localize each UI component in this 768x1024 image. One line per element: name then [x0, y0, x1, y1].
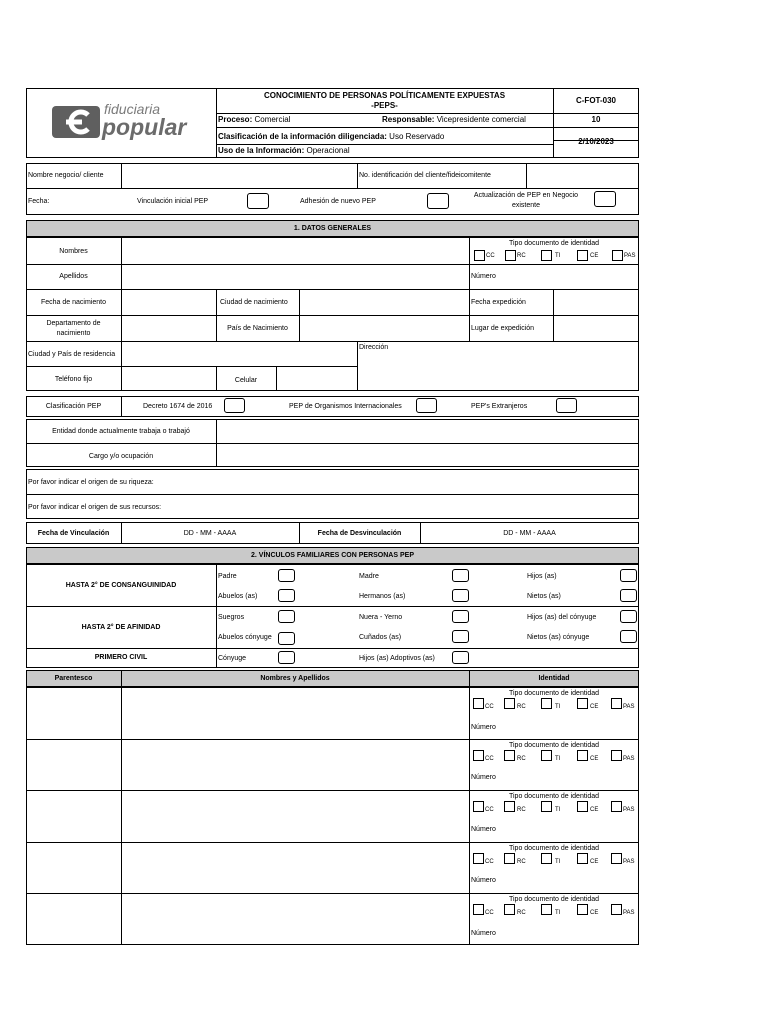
doc-rc-checkbox[interactable] [504, 698, 515, 709]
nietos-checkbox[interactable] [620, 589, 637, 602]
doc-rc-label: RC [517, 756, 526, 762]
hermanos-checkbox[interactable] [452, 589, 469, 602]
lugar-expedicion-label: Lugar de expedición [471, 325, 535, 332]
actualizacion-label-2: existente [511, 202, 541, 209]
doc-cc-checkbox[interactable] [473, 904, 484, 915]
doc-rc-label: RC [517, 704, 526, 710]
primero-civil-label: PRIMERO CIVIL [94, 654, 148, 661]
doc-ce-checkbox[interactable] [577, 698, 588, 709]
doc-pas-checkbox[interactable] [611, 750, 622, 761]
parentesco-header: Parentesco [54, 675, 93, 682]
hijos-label: Hijos (as) [527, 573, 557, 580]
direccion-label: Dirección [359, 344, 389, 351]
doc-ce-label: CE [590, 807, 599, 813]
entidad-label: Entidad donde actualmente trabaja o trabajó [52, 428, 190, 435]
numero-label: Número [471, 826, 496, 833]
section1-header: 1. DATOS GENERALES [26, 220, 639, 237]
abuelos-conyuge-checkbox[interactable] [278, 632, 295, 645]
doc-ce-label: CE [590, 253, 599, 259]
vinculacion-label: Vinculación inicial PEP [137, 198, 209, 205]
doc-ti-checkbox[interactable] [541, 904, 552, 915]
padre-checkbox[interactable] [278, 569, 295, 582]
madre-label: Madre [359, 573, 379, 580]
doc-ce-label: CE [590, 859, 599, 865]
nuera-yerno-label: Nuera - Yerno [359, 614, 403, 621]
doc-rc-label: RC [517, 807, 526, 813]
doc-cc-label: CC [486, 253, 495, 259]
table-row [26, 842, 639, 893]
apellidos-label: Apellidos [59, 273, 88, 280]
nombres-label: Nombres [59, 248, 88, 255]
doc-pas-checkbox[interactable] [611, 801, 622, 812]
doc-pas-label: PAS [623, 756, 635, 762]
doc-pas-label: PAS [623, 807, 635, 813]
numero-label: Número [471, 930, 496, 937]
origen-recursos-label: Por favor indicar el origen de sus recursos: [28, 504, 162, 511]
doc-rc-label: RC [517, 253, 526, 259]
doc-rc-checkbox[interactable] [504, 853, 515, 864]
doc-pas-checkbox[interactable] [611, 698, 622, 709]
ciudad-residencia-label: Ciudad y País de residencia [28, 351, 116, 358]
conyuge-label: Cónyuge [218, 655, 247, 662]
afinidad-label: HASTA 2° DE AFINIDAD [81, 624, 161, 631]
vinculacion-checkbox[interactable] [247, 193, 269, 209]
doc-rc-checkbox[interactable] [504, 801, 515, 812]
fecha-vinculacion-input[interactable]: DD - MM - AAAA [183, 530, 237, 537]
logo-text-line2: popular [102, 114, 187, 140]
tipo-doc-label: Tipo documento de identidad [508, 690, 600, 697]
doc-pas-label: PAS [623, 859, 635, 865]
celular-label: Celular [234, 377, 258, 384]
doc-cc-checkbox[interactable] [474, 250, 485, 261]
doc-pas-label: PAS [623, 704, 635, 710]
numero-label: Número [471, 774, 496, 781]
doc-ce-checkbox[interactable] [577, 904, 588, 915]
doc-cc-checkbox[interactable] [473, 801, 484, 812]
doc-rc-checkbox[interactable] [504, 750, 515, 761]
abuelos-label: Abuelos (as) [218, 593, 258, 600]
pep-extranjeros-checkbox[interactable] [556, 398, 577, 413]
doc-pas-label: PAS [624, 253, 636, 259]
table-row [26, 790, 639, 842]
logo-text-line1: fiduciaria [104, 101, 161, 117]
consanguinidad-label: HASTA 2° DE CONSANGUINIDAD [65, 582, 177, 589]
form-code: C-FOT-030 [575, 96, 616, 105]
company-logo [46, 100, 211, 144]
doc-rc-checkbox[interactable] [505, 250, 516, 261]
nombre-negocio-label: Nombre negocio/ cliente [28, 172, 104, 179]
doc-cc-checkbox[interactable] [473, 750, 484, 761]
nuera-yerno-checkbox[interactable] [452, 610, 469, 623]
no-identificacion-label: No. identificación del cliente/fideicomitente [359, 172, 491, 179]
doc-pas-checkbox[interactable] [611, 853, 622, 864]
pais-nacimiento-label: País de Nacimiento [227, 325, 288, 332]
doc-rc-label: RC [517, 910, 526, 916]
doc-ce-checkbox[interactable] [577, 250, 588, 261]
hijos-adoptivos-checkbox[interactable] [452, 651, 469, 664]
fecha-nacimiento-label: Fecha de nacimiento [41, 299, 106, 306]
tipo-doc-label: Tipo documento de identidad [508, 240, 600, 247]
doc-pas-label: PAS [623, 910, 635, 916]
actualizacion-checkbox[interactable] [594, 191, 616, 207]
doc-ti-checkbox[interactable] [541, 801, 552, 812]
clasificacion-pep-label: Clasificación PEP [45, 403, 102, 410]
doc-rc-checkbox[interactable] [504, 904, 515, 915]
fecha-expedicion-label: Fecha expedición [471, 299, 526, 306]
numero-label: Número [471, 273, 496, 280]
padre-label: Padre [218, 573, 237, 580]
identidad-header: Identidad [538, 675, 570, 682]
telefono-label: Teléfono fijo [54, 376, 93, 383]
tipo-doc-label: Tipo documento de identidad [508, 896, 600, 903]
doc-ti-label: TI [555, 756, 561, 762]
doc-ti-checkbox[interactable] [541, 250, 552, 261]
doc-cc-label: CC [485, 756, 494, 762]
cunados-checkbox[interactable] [452, 630, 469, 643]
hijos-checkbox[interactable] [620, 569, 637, 582]
fecha-label: Fecha: [28, 198, 50, 205]
cunados-label: Cuñados (as) [359, 634, 402, 641]
origen-riqueza-label: Por favor indicar el origen de su riqueza: [28, 479, 154, 486]
nombre-negocio-input[interactable] [123, 165, 355, 186]
form-version: 10 [591, 115, 601, 124]
pep-organismos-checkbox[interactable] [416, 398, 437, 413]
tipo-doc-label: Tipo documento de identidad [508, 742, 600, 749]
suegros-label: Suegros [218, 614, 245, 621]
nietos-conyuge-label: Nietos (as) cónyuge [527, 634, 590, 641]
form-title: CONOCIMIENTO DE PERSONAS POLÍTICAMENTE EXPUESTAS [263, 91, 506, 100]
fecha-desvinculacion-input[interactable]: DD - MM - AAAA [503, 530, 556, 537]
table-row [26, 739, 639, 790]
logo-mark-icon [52, 106, 100, 138]
fecha-desvinculacion-label: Fecha de Desvinculación [317, 530, 402, 537]
doc-cc-label: CC [485, 910, 494, 916]
uso-row: Uso de la Información: Operacional [218, 146, 350, 155]
doc-ti-label: TI [555, 910, 561, 916]
ciudad-nacimiento-label: Ciudad de nacimiento [220, 299, 288, 306]
suegros-checkbox[interactable] [278, 610, 295, 623]
hermanos-label: Hermanos (as) [359, 593, 406, 600]
doc-cc-label: CC [485, 859, 494, 865]
entidad-input[interactable] [218, 421, 637, 441]
doc-ti-label: TI [555, 807, 561, 813]
pep-extranjeros-label: PEP's Extranjeros [471, 403, 528, 410]
conyuge-checkbox[interactable] [278, 651, 295, 664]
table-row [26, 687, 639, 739]
doc-ti-label: TI [555, 253, 561, 259]
doc-cc-checkbox[interactable] [473, 698, 484, 709]
doc-ti-checkbox[interactable] [541, 750, 552, 761]
pep-organismos-label: PEP de Organismos Internacionales [289, 403, 402, 410]
clasificacion-row: Clasificación de la información diligenciada: Uso Reservado [218, 132, 445, 141]
doc-ce-checkbox[interactable] [577, 853, 588, 864]
no-identificacion-input[interactable] [528, 165, 637, 186]
fecha-vinculacion-label: Fecha de Vinculación [37, 530, 110, 537]
doc-pas-checkbox[interactable] [612, 250, 623, 261]
madre-checkbox[interactable] [452, 569, 469, 582]
doc-cc-label: CC [485, 704, 494, 710]
numero-label: Número [471, 877, 496, 884]
nietos-conyuge-checkbox[interactable] [620, 630, 637, 643]
departamento-label-1: Departamento de [46, 320, 101, 327]
adhesion-label: Adhesión de nuevo PEP [300, 198, 376, 205]
proceso-row: Proceso: Comercial [218, 115, 291, 124]
abuelos-conyuge-label: Abuelos cónyuge [218, 634, 272, 641]
hijos-conyuge-checkbox[interactable] [620, 610, 637, 623]
tipo-doc-label: Tipo documento de identidad [508, 793, 600, 800]
adhesion-checkbox[interactable] [427, 193, 449, 209]
actualizacion-label-1: Actualización de PEP en Negocio [473, 192, 579, 199]
responsable-row: Responsable: Vicepresidente comercial [382, 115, 526, 124]
doc-ti-checkbox[interactable] [541, 853, 552, 864]
hijos-adoptivos-label: Hijos (as) Adoptivos (as) [359, 655, 435, 662]
doc-rc-label: RC [517, 859, 526, 865]
doc-ce-checkbox[interactable] [577, 801, 588, 812]
form-date: 2/10/2023 [578, 137, 614, 146]
hijos-conyuge-label: Hijos (as) del cónyuge [527, 614, 597, 621]
decreto-label: Decreto 1674 de 2016 [143, 403, 213, 410]
doc-ce-checkbox[interactable] [577, 750, 588, 761]
nombres-input[interactable] [123, 239, 467, 262]
cargo-label: Cargo y/o ocupación [88, 453, 154, 460]
apellidos-input[interactable] [123, 266, 467, 287]
doc-ce-label: CE [590, 910, 599, 916]
decreto-checkbox[interactable] [224, 398, 245, 413]
numero-label: Número [471, 724, 496, 731]
form-title-sub: -PEPS- [371, 101, 398, 110]
doc-ce-label: CE [590, 704, 599, 710]
doc-cc-label: CC [485, 807, 494, 813]
doc-ti-label: TI [555, 704, 561, 710]
departamento-label-2: nacimiento [56, 330, 91, 337]
tipo-doc-label: Tipo documento de identidad [508, 845, 600, 852]
doc-ti-checkbox[interactable] [541, 698, 552, 709]
section2-header: 2. VÍNCULOS FAMILIARES CON PERSONAS PEP [26, 547, 639, 564]
doc-cc-checkbox[interactable] [473, 853, 484, 864]
table-row [26, 893, 639, 945]
doc-ti-label: TI [555, 859, 561, 865]
abuelos-checkbox[interactable] [278, 589, 295, 602]
doc-ce-label: CE [590, 756, 599, 762]
nietos-label: Nietos (as) [527, 593, 561, 600]
cargo-input[interactable] [218, 445, 637, 465]
doc-pas-checkbox[interactable] [611, 904, 622, 915]
nombres-apellidos-header: Nombres y Apellidos [260, 675, 330, 682]
